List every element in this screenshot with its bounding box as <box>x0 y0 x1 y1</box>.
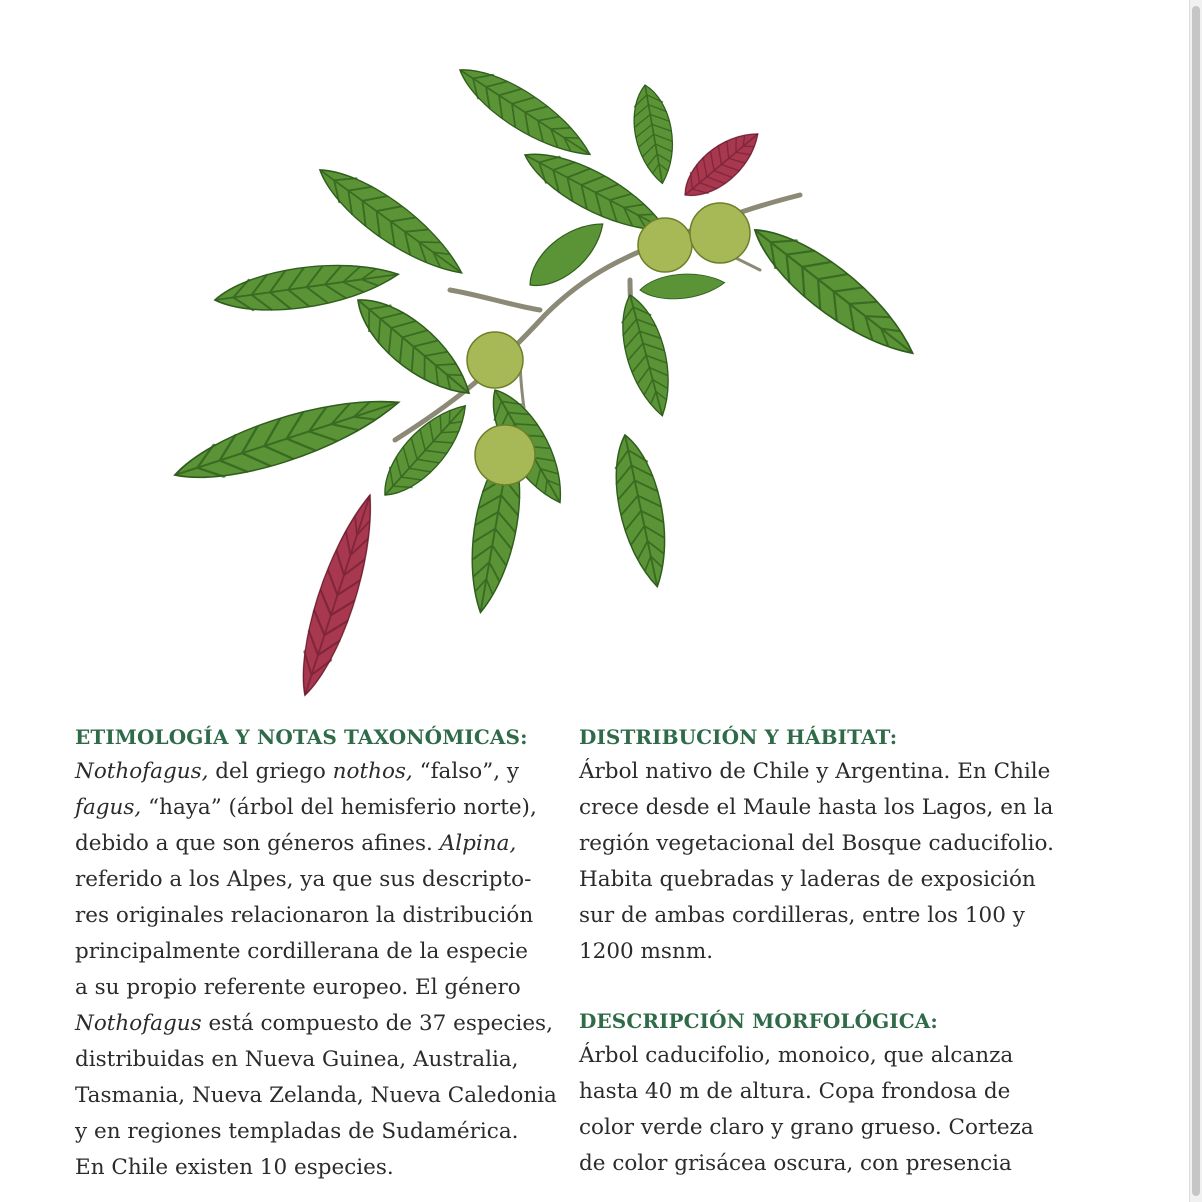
text-line: hasta 40 m de altura. Copa frondosa de <box>579 1079 1011 1104</box>
text-line: crece desde el Maule hasta los Lagos, en la <box>579 795 1054 820</box>
section-distribucion <box>579 722 1054 1182</box>
text-line: región vegetacional del Bosque caducifolio. <box>579 831 1054 856</box>
scrollbar[interactable] <box>1189 0 1202 1202</box>
text-line: Habita quebradas y laderas de exposición <box>579 867 1036 892</box>
text-line: y en regiones templadas de Sudamérica. <box>75 1119 519 1144</box>
heading-etimologia: ETIMOLOGÍA Y NOTAS TAXONÓMICAS: <box>75 725 528 749</box>
text-line: 1200 msnm. <box>579 939 714 964</box>
text-line: Árbol caducifolio, monoico, que alcanza <box>579 1043 1014 1068</box>
scrollbar-thumb[interactable] <box>1192 6 1200 1196</box>
text-line: a su propio referente europeo. El género <box>75 975 521 1000</box>
text-line: En Chile existen 10 especies. <box>75 1155 394 1180</box>
paragraph-morfologia <box>579 1038 1049 1182</box>
text-line: Tasmania, Nueva Zelanda, Nueva Caledonia <box>75 1083 557 1108</box>
text-line: Árbol nativo de Chile y Argentina. En Chile <box>579 759 1051 784</box>
fruit-clusters <box>467 203 750 485</box>
text-line: Nothofagus está compuesto de 37 especies, <box>75 1011 553 1036</box>
text-line: principalmente cordillerana de la especie <box>75 939 529 964</box>
text-line: color verde claro y grano grueso. Corteza <box>579 1115 1034 1140</box>
text-line: fagus, “haya” (árbol del hemisferio norte), <box>75 795 537 820</box>
text-line: de color grisácea oscura, con presencia <box>579 1151 1012 1176</box>
paragraph-etimologia <box>75 754 557 1186</box>
leaves <box>168 55 926 616</box>
text-line: distribuidas en Nueva Guinea, Australia, <box>75 1047 519 1072</box>
text-line: debido a que son géneros afines. Alpina, <box>75 831 517 856</box>
heading-distribucion: DISTRIBUCIÓN Y HÁBITAT: <box>579 725 898 749</box>
text-line: res originales relacionaron la distribución <box>75 903 534 928</box>
heading-morfologia: DESCRIPCIÓN MORFOLÓGICA: <box>579 1009 938 1033</box>
text-line: referido a los Alpes, ya que sus descripto- <box>75 867 532 892</box>
text-line: sur de ambas cordilleras, entre los 100 y <box>579 903 1025 928</box>
paragraph-distribucion <box>579 754 1054 970</box>
section-etimologia <box>75 722 557 1186</box>
section-gap <box>579 970 1049 1006</box>
text-line: Nothofagus, del griego nothos, “falso”, y <box>75 759 520 784</box>
plant-illustration <box>160 55 960 710</box>
